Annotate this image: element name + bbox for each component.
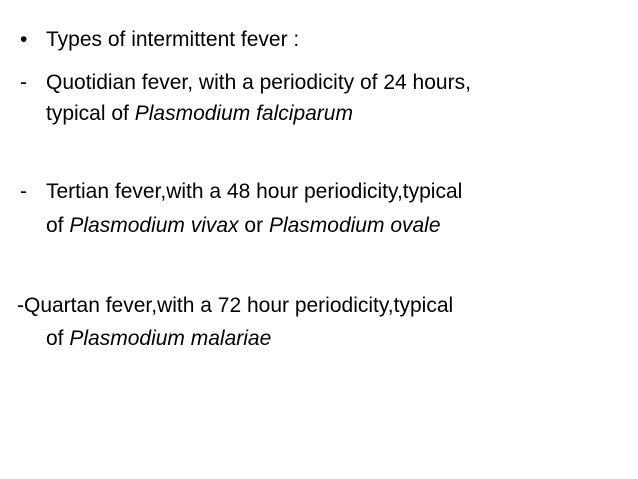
bullet-marker: •	[20, 28, 28, 51]
heading-text: Types of intermittent fever :	[46, 28, 300, 51]
tertian-prefix: of	[46, 214, 70, 237]
quotidian-line-2	[46, 101, 353, 127]
quotidian-text: Quotidian fever, with a periodicity of 24 hours,	[46, 71, 471, 94]
quartan-text: -Quartan fever,with a 72 hour periodicity,typical	[17, 294, 454, 317]
tertian-species-ovale: Plasmodium ovale	[268, 214, 441, 237]
quotidian-prefix: typical of	[46, 102, 135, 125]
quartan-line-1	[17, 293, 453, 319]
heading-line	[20, 27, 299, 53]
dash-marker: -	[20, 71, 27, 94]
tertian-line-1	[20, 179, 462, 205]
tertian-or: or	[238, 214, 269, 237]
quartan-species: Plasmodium malariae	[69, 327, 272, 350]
quotidian-line-1	[20, 70, 471, 96]
tertian-text: Tertian fever,with a 48 hour periodicity,typical	[46, 180, 463, 203]
quartan-line-2	[46, 326, 271, 352]
dash-marker: -	[20, 180, 27, 203]
tertian-species-vivax: Plasmodium vivax	[69, 214, 239, 237]
tertian-line-2	[46, 213, 441, 239]
quartan-prefix: of	[46, 327, 70, 350]
quotidian-species: Plasmodium falciparum	[134, 102, 353, 125]
